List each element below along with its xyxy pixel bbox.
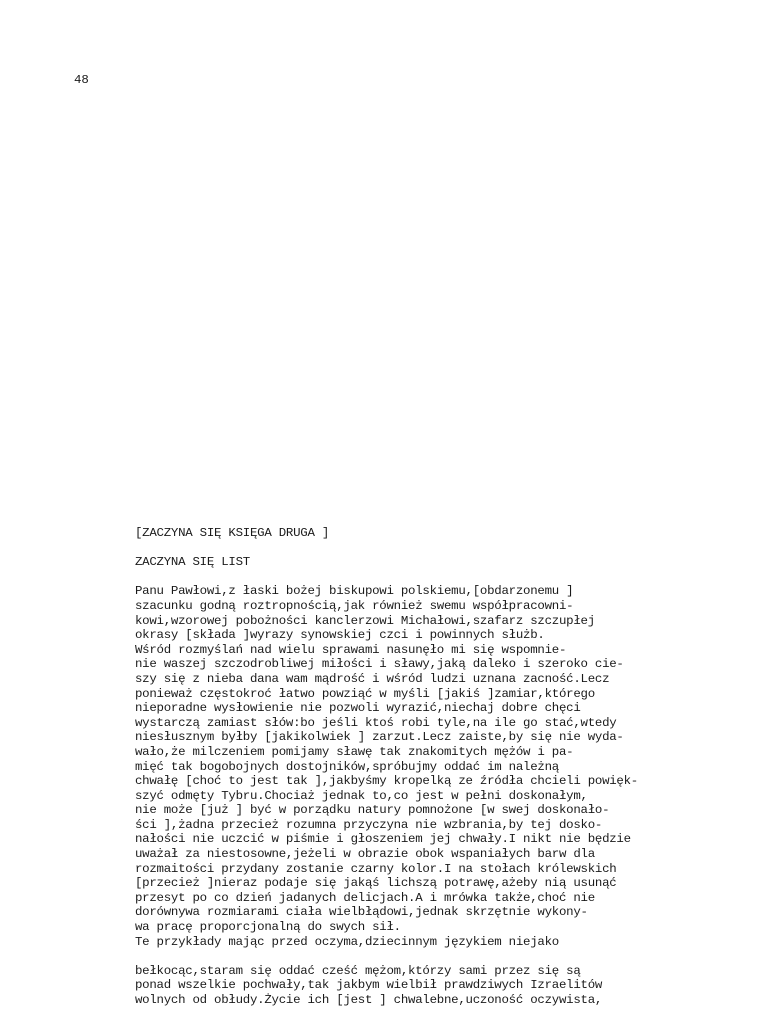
text-line: wolnych od obłudy.Życie ich [jest ] chwalebne,uczoność oczywista,: [135, 993, 603, 1007]
text-line: Wśród rozmyślań nad wielu sprawami nasunęło mi się wspomnie-: [135, 642, 567, 657]
text-line: Te przykłady mając przed oczyma,dziecinnym językiem niejako: [135, 934, 559, 949]
text-line: okrasy [składa ]wyrazy synowskiej czci i powinnych służb.: [135, 628, 545, 643]
text-line: szy się z nieba dana wam mądrość i wśród ludzi uznana zacność.Lecz: [135, 671, 610, 686]
spacer: [135, 949, 755, 964]
text-line: [przecież ]nieraz podaje się jakąś lichszą potrawę,ażeby nią usunąć: [135, 876, 617, 891]
text-line: dorównywa rozmiarami ciała wielbłądowi,jednak skrzętnie wykony-: [135, 905, 588, 920]
text-line: wa pracę proporcjonalną do swych sił.: [135, 920, 401, 935]
paragraph-1: [135, 584, 755, 949]
text-line: nie waszej szczodrobliwej miłości i sławy,jaką daleko i szeroko cie-: [135, 657, 624, 672]
text-line: przesyt po co dzień jadanych delicjach.A i mrówka także,choć nie: [135, 890, 595, 905]
paragraph-2: [135, 964, 755, 1008]
letter-heading: ZACZYNA SIĘ LIST: [135, 555, 250, 570]
spacer: [135, 541, 755, 556]
text-line: nałości nie uczcić w piśmie i głoszeniem jej chwały.I nikt nie będzie: [135, 832, 631, 847]
text-line: kowi,wzorowej pobożności kanclerzowi Michałowi,szafarz szczupłej: [135, 613, 595, 628]
text-line: niesłusznym byłby [jakikolwiek ] zarzut.Lecz zaiste,by się nie wyda-: [135, 730, 624, 745]
text-line: nieporadne wysłowienie nie pozwoli wyrazić,niechaj dobre chęci: [135, 701, 581, 716]
text-line: szyć odmęty Tybru.Chociaż jednak to,co jest w pełni doskonałym,: [135, 788, 588, 803]
spacer: [135, 570, 755, 585]
main-text: [135, 526, 755, 1008]
text-line: mięć tak bogobojnych dostojników,spróbujmy oddać im należną: [135, 759, 559, 774]
text-line: uważał za niestosowne,jeżeli w obrazie obok wspaniałych barw dla: [135, 847, 595, 862]
text-line: nie może [już ] być w porządku natury pomnożone [w swej doskonało-: [135, 803, 610, 818]
book-heading: [ZACZYNA SIĘ KSIĘGA DRUGA ]: [135, 526, 330, 540]
text-line: ści ],żadna przecież rozumna przyczyna nie wzbrania,by tej dosko-: [135, 817, 603, 832]
text-line: chwałę [choć to jest tak ],jakbyśmy kropelką ze źródła chcieli powięk-: [135, 774, 638, 789]
page-number: 48: [74, 73, 89, 87]
text-line: bełkocąc,staram się oddać cześć mężom,którzy sami przez się są: [135, 963, 581, 978]
text-line: wało,że milczeniem pomijamy sławę tak znakomitych mężów i pa-: [135, 744, 574, 759]
text-line: ponieważ częstokroć łatwo powziąć w myśli [jakiś ]zamiar,którego: [135, 686, 595, 701]
text-line: wystarczą zamiast słów:bo jeśli ktoś robi tyle,na ile go stać,wtedy: [135, 715, 617, 730]
text-line: rozmaitości przydany zostanie czarny kolor.I na stołach królewskich: [135, 861, 617, 876]
text-line: szacunku godną roztropnością,jak również swemu współpracowni-: [135, 598, 574, 613]
text-line: Panu Pawłowi,z łaski bożej biskupowi polskiemu,[obdarzonemu ]: [135, 584, 574, 599]
text-line: ponad wszelkie pochwały,tak jakbym wielbił prawdziwych Izraelitów: [135, 978, 603, 993]
